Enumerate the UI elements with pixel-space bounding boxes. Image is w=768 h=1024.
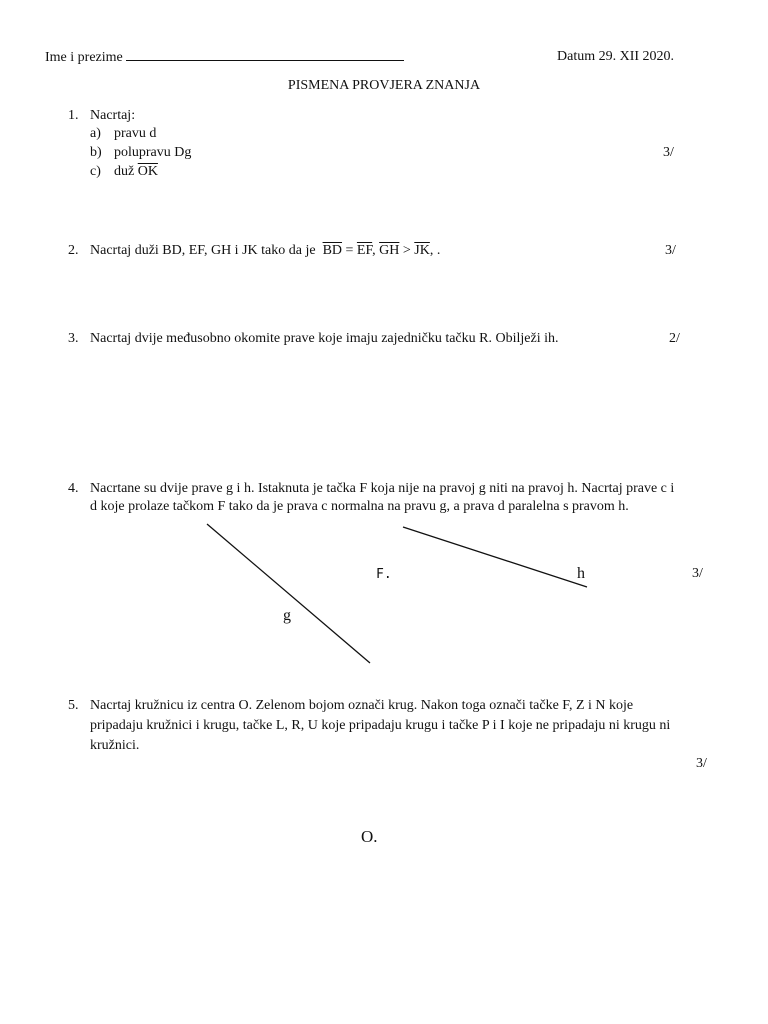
greater-than-sign: > [399,243,415,258]
question-4-line-1: Nacrtane su dvije prave g i h. Istaknuta je tačka F koja nije na pravoj g niti na pravoj h. Nacrtaj prave c i [90,481,675,496]
point-f-label: F. [376,567,392,582]
page-title: PISMENA PROVJERA ZNANJA [287,78,481,93]
question-2-tail: , . [429,243,441,258]
question-3-number: 3. [68,331,79,346]
line-h-label: h [577,565,585,582]
segment-ok: $\overline{OK}$ [137,164,158,179]
question-3-text: Nacrtaj dvije međusobno okomite prave koje imaju zajedničku tačku R. Obilježi ih. [90,331,559,346]
item-a-text: pravu d [114,126,157,141]
question-5-line-3: kružnici. [90,738,140,753]
question-4-number: 4. [68,481,79,496]
question-1-points: 3/ [663,145,674,160]
question-2-points: 3/ [665,243,676,258]
comma-separator: , [372,243,380,258]
question-2-number: 2. [68,243,79,258]
segment-jk: $\overline{JK}$ [414,243,430,258]
question-5 [68,698,633,714]
line-g-label: g [283,607,291,624]
name-label: Ime i prezime [45,50,123,65]
question-2-text: Nacrtaj duži BD, EF, GH i JK tako da je [90,243,316,258]
item-b-letter: b) [90,145,102,160]
question-3-points: 2/ [669,331,680,346]
question-1-number: 1. [68,108,79,123]
center-o-label: O. [361,827,378,846]
segment-bd: $\overline{BD}$ [322,243,343,258]
equals-sign: = [342,243,357,258]
question-1-text: Nacrtaj: [90,108,136,123]
question-5-line-2: pripadaju kružnici i krugu, tačke L, R, U koje pripadaju krugu i tačke P i I koje ne pripadaju ni krugu ni [90,718,671,733]
item-c-prefix: duž [114,164,135,179]
item-a-letter: a) [90,126,101,141]
question-5-line-1: Nacrtaj kružnicu iz centra O. Zelenom bojom označi krug. Nakon toga označi tačke F, Z i N koje [90,698,634,713]
line-g [207,524,370,663]
item-c-letter: c) [90,164,101,179]
item-b-text: polupravu Dg [114,145,192,160]
question-5-points: 3/ [696,756,707,771]
segment-ef: $\overline{EF}$ [356,243,373,258]
question-5-number: 5. [68,698,79,713]
line-h [403,527,587,587]
question-4-line-2: d koje prolaze tačkom F tako da je prava c normalna na pravu g, a prava d paralelna s pravom h. [90,499,629,514]
question-4-points: 3/ [692,566,703,581]
segment-gh: $\overline{GH}$ [379,243,400,258]
date-label: Datum 29. XII 2020. [557,49,675,64]
